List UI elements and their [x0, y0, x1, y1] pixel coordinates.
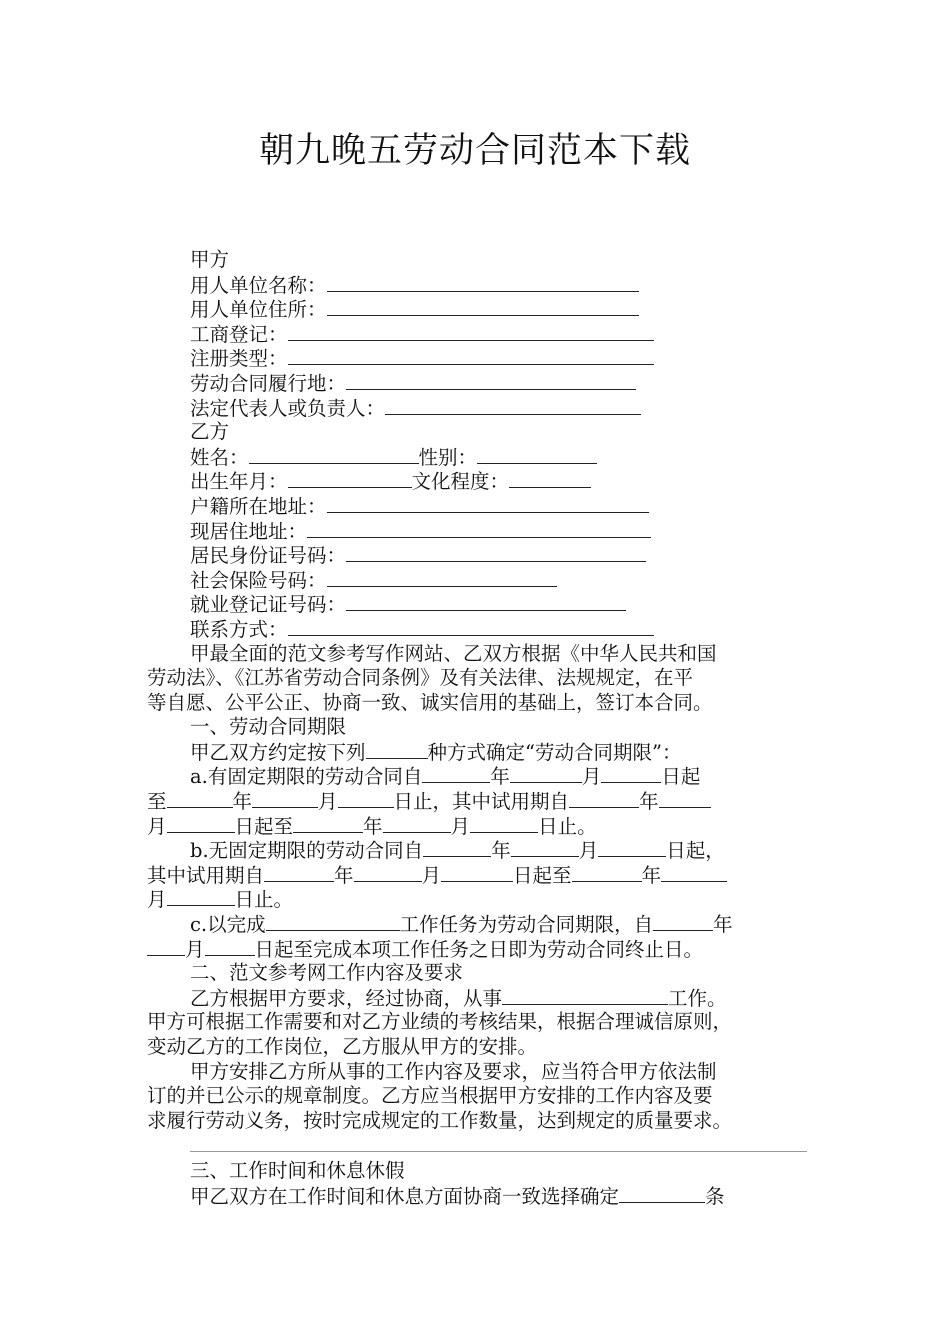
- text: 日起至完成本项工作任务之日即为劳动合同终止日。: [254, 937, 704, 961]
- date-blank[interactable]: [510, 764, 582, 783]
- document-title: 朝九晚五劳动合同范本下载: [258, 131, 691, 171]
- current-address-blank[interactable]: [307, 519, 651, 538]
- text: 工作。: [668, 986, 727, 1010]
- term-method-line: [147, 740, 807, 765]
- text: 日起: [661, 765, 701, 789]
- text: 日起至: [513, 863, 572, 887]
- text: 月: [450, 814, 471, 838]
- business-registration-line: [147, 322, 807, 347]
- text: b.无固定期限的劳动合同自: [190, 839, 424, 863]
- date-blank[interactable]: [338, 789, 394, 808]
- fixed-term-line-3: [147, 814, 807, 839]
- date-blank[interactable]: [470, 814, 538, 833]
- text: 月: [147, 814, 167, 838]
- date-blank[interactable]: [601, 764, 661, 783]
- text: 年: [334, 863, 354, 887]
- separator-line: [190, 1133, 807, 1152]
- registration-type-blank[interactable]: [288, 346, 654, 365]
- text: 日止。: [234, 888, 294, 912]
- field-label: 社会保险号码：: [190, 568, 327, 592]
- text: 年: [713, 913, 733, 937]
- social-security-line: [147, 568, 807, 593]
- social-security-blank[interactable]: [327, 568, 557, 587]
- text: 月: [581, 765, 602, 789]
- date-blank[interactable]: [423, 838, 491, 857]
- task-blank[interactable]: [266, 912, 400, 931]
- text: 甲乙双方约定按下列: [190, 740, 366, 764]
- section2-p2-line-1: 甲方安排乙方所从事的工作内容及要求，应当符合甲方依法制: [190, 1059, 717, 1083]
- date-blank[interactable]: [205, 937, 255, 956]
- date-blank[interactable]: [167, 887, 235, 906]
- date-blank[interactable]: [511, 838, 579, 857]
- date-blank[interactable]: [598, 838, 666, 857]
- date-blank[interactable]: [422, 764, 490, 783]
- text: 月: [147, 888, 167, 912]
- section2-p2-line-2: 订的并已公示的规章制度。乙方应当根据甲方安排的工作内容及要: [147, 1084, 713, 1108]
- date-blank[interactable]: [441, 863, 513, 882]
- date-blank[interactable]: [661, 863, 727, 882]
- date-blank[interactable]: [167, 814, 235, 833]
- clause-blank[interactable]: [619, 1184, 705, 1203]
- id-number-line: [147, 543, 807, 568]
- text: c.以完成: [190, 913, 266, 937]
- text: 年: [490, 765, 510, 789]
- employer-name-blank[interactable]: [327, 273, 639, 292]
- field-label: 用人单位名称：: [190, 273, 327, 297]
- date-blank[interactable]: [653, 912, 713, 931]
- section2-p1-line-2: 甲方可根据工作需要和对乙方业绩的考核结果，根据合理诚信原则，: [147, 1010, 733, 1034]
- text: 年: [491, 839, 511, 863]
- current-address-line: [147, 519, 807, 544]
- field-label: 姓名：: [190, 445, 249, 469]
- open-term-line-3: [147, 887, 807, 912]
- contract-body: [147, 248, 807, 1208]
- text: a.有固定期限的劳动合同自: [190, 765, 423, 789]
- contract-place-line: [147, 371, 807, 396]
- legal-representative-line: [147, 396, 807, 421]
- household-address-blank[interactable]: [327, 494, 649, 513]
- date-blank[interactable]: [383, 814, 451, 833]
- employment-cert-line: [147, 592, 807, 617]
- text: 月: [578, 839, 599, 863]
- date-blank[interactable]: [659, 789, 711, 808]
- field-label: 法定代表人或负责人：: [190, 396, 386, 420]
- text: 日起，: [666, 839, 725, 863]
- text: 年: [639, 790, 659, 814]
- field-label: 注册类型：: [190, 347, 288, 371]
- text: 年: [232, 790, 253, 814]
- registration-type-line: [147, 346, 807, 371]
- section2-p2-line-3: 求履行劳动义务，按时完成规定的工作数量，达到规定的质量要求。: [147, 1108, 733, 1132]
- open-term-line-2: [147, 863, 807, 888]
- legal-representative-blank[interactable]: [385, 396, 641, 415]
- date-blank[interactable]: [354, 863, 422, 882]
- section2-p1-line-1: [147, 986, 807, 1011]
- open-term-line-1: [147, 838, 807, 863]
- birth-blank[interactable]: [288, 469, 412, 488]
- text: 年: [641, 863, 662, 887]
- text: 甲乙双方在工作时间和休息方面协商一致选择确定: [190, 1184, 620, 1208]
- date-blank[interactable]: [252, 789, 318, 808]
- field-label: 劳动合同履行地：: [190, 371, 347, 395]
- job-blank[interactable]: [502, 986, 668, 1005]
- date-blank[interactable]: [569, 789, 639, 808]
- party-b-heading: 乙方: [190, 420, 230, 444]
- text: 月: [318, 790, 338, 814]
- field-label: 联系方式：: [190, 617, 288, 641]
- text: 条: [705, 1184, 725, 1208]
- text: 日起至: [234, 814, 294, 838]
- birth-education-line: [147, 469, 807, 494]
- section3-heading: 三、工作时间和休息休假: [190, 1158, 405, 1182]
- intro-line-2: 劳动法》、《江苏省劳动合同条例》及有关法律、法规规定，在平: [147, 666, 694, 690]
- section2-p1-line-3: 变动乙方的工作岗位，乙方服从甲方的安排。: [147, 1035, 538, 1058]
- text: 年: [363, 814, 383, 838]
- field-label: 就业登记证号码：: [190, 593, 347, 617]
- name-blank[interactable]: [249, 445, 419, 464]
- method-blank[interactable]: [366, 740, 428, 759]
- employment-cert-blank[interactable]: [346, 592, 626, 611]
- task-term-line-1: [147, 912, 807, 937]
- contact-blank[interactable]: [288, 617, 654, 636]
- date-blank[interactable]: [293, 814, 363, 833]
- section1-heading: 一、劳动合同期限: [190, 715, 347, 739]
- text: 至: [147, 790, 167, 814]
- field-label: 户籍所在地址：: [190, 494, 327, 518]
- date-blank[interactable]: [572, 863, 642, 882]
- field-label: 出生年月：: [190, 470, 288, 494]
- task-term-line-2: [147, 937, 807, 962]
- employer-name-line: [147, 273, 807, 298]
- party-a-heading: 甲方: [190, 248, 230, 271]
- text: 种方式确定“劳动合同期限”：: [427, 740, 682, 764]
- field-label: 性别：: [418, 445, 478, 469]
- section2-heading: 二、范文参考网工作内容及要求: [190, 961, 464, 985]
- text: 乙方根据甲方要求，经过协商，从事: [190, 986, 503, 1010]
- date-blank[interactable]: [147, 937, 185, 956]
- intro-line-3: 等自愿、公平公正、协商一致、诚实信用的基础上，签订本合同。: [147, 690, 713, 714]
- field-label: 工商登记：: [190, 322, 288, 346]
- business-registration-blank[interactable]: [288, 322, 654, 341]
- fixed-term-line-1: [147, 764, 807, 789]
- text: 日止。: [538, 814, 597, 838]
- field-label: 居民身份证号码：: [190, 544, 347, 568]
- contract-place-blank[interactable]: [346, 371, 636, 390]
- text: 月: [185, 937, 205, 961]
- field-label: 文化程度：: [411, 470, 510, 494]
- household-address-line: [147, 494, 807, 519]
- field-label: 现居住地址：: [190, 519, 308, 543]
- fixed-term-line-2: [147, 789, 807, 814]
- employer-address-line: [147, 297, 807, 322]
- gender-blank[interactable]: [477, 445, 597, 464]
- contact-line: [147, 617, 807, 642]
- date-blank[interactable]: [167, 789, 233, 808]
- employer-address-blank[interactable]: [327, 297, 639, 316]
- field-label: 用人单位住所：: [190, 298, 327, 322]
- name-gender-line: [147, 445, 807, 470]
- intro-line-1: 甲最全面的范文参考写作网站、乙双方根据《中华人民共和国: [190, 641, 717, 665]
- education-blank[interactable]: [509, 469, 591, 488]
- section3-p1-line-1: [147, 1184, 807, 1209]
- id-number-blank[interactable]: [346, 543, 646, 562]
- date-blank[interactable]: [264, 863, 334, 882]
- text: 其中试用期自: [147, 863, 265, 887]
- text: 工作任务为劳动合同期限，自: [399, 913, 654, 937]
- text: 月: [421, 863, 442, 887]
- text: 日止，其中试用期自: [393, 790, 570, 814]
